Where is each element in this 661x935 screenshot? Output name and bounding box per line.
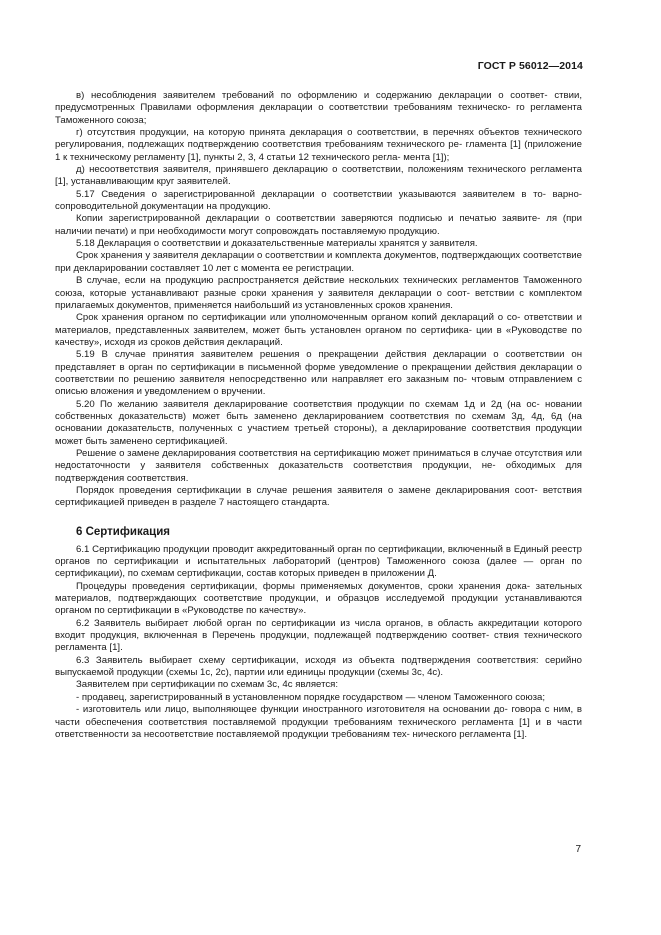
section-heading: 6 Сертификация bbox=[76, 525, 170, 538]
paragraph: Копии зарегистрированной декларации о соответствии заверяются подписью и печатью заявите- ля (при наличии печати) и при необходимости могут сопровождать поставляемую продукцию. bbox=[55, 213, 582, 237]
paragraph: Заявителем при сертификации по схемам 3с, 4с является: bbox=[76, 679, 339, 691]
standard-header: ГОСТ Р 56012—2014 bbox=[477, 60, 583, 72]
list-item: - продавец, зарегистрированный в установленном порядке государством — членом Таможенного союза; bbox=[76, 691, 546, 703]
page-number: 7 bbox=[575, 844, 581, 855]
paragraph: В случае, если на продукцию распространяется действие нескольких технических регламентов Таможенного союза, которые устанавливают разные сроки хранения у заявителя декларации о соот- ветствии с комплектом прилагаемых документов, применяется наибольший из установленных сроков хранения. bbox=[55, 275, 582, 311]
paragraph: Срок хранения органом по сертификации или уполномоченным органом копий деклараций о со- ответствии и материалов, представленных заявителем, может быть установлен органом по сертифика- ции в «Руководстве по качеству», исходя из сроков действия деклараций. bbox=[55, 312, 582, 348]
paragraph: 5.18 Декларация о соответствии и доказательственные материалы хранятся у заявителя. bbox=[76, 238, 478, 250]
paragraph: Решение о замене декларирования соответствия на сертификацию может приниматься в случае отсутствия или недостаточности у заявителя собственных доказательств соответствия продукции, не- обходимых для подтверждения соответствия. bbox=[55, 447, 582, 484]
paragraph: д) несоответствия заявителя, принявшего декларацию о соответствии, положениям технического регламента [1], устанавливающим круг заявителей. bbox=[55, 164, 582, 188]
paragraph: 6.1 Сертификацию продукции проводит аккредитованный орган по сертификации, включенный в Единый реестр органов по сертификации и испытательных лабораторий (центров) Таможенного союза (далее — орган по сертификации), по схемам сертификации, состав которых приведен в приложении Д. bbox=[55, 543, 582, 580]
list-item: - изготовитель или лицо, выполняющее функции иностранного изготовителя на основании до- говора с ним, в части обеспечения соответствия поставляемой продукции требованиям технического регламента [1] и в части ответственности за несоответствие поставляемой продукции требованиям тех- нического регламента [1]. bbox=[55, 704, 582, 740]
paragraph: Срок хранения у заявителя декларации о соответствии и комплекта документов, подтверждающих соответствие при декларировании составляет 10 лет с момента ее регистрации. bbox=[55, 250, 582, 274]
paragraph: 5.20 По желанию заявителя декларирование соответствия продукции по схемам 1д и 2д (на ос- новании собственных доказательств) может быть заменено декларированием соответствия по схемам 3д, 4д, 6д (на основании доказательств, полученных с участием третьей стороны), а декларирование соответствия продукции может быть заменено сертификацией. bbox=[55, 398, 582, 447]
paragraph: в) несоблюдения заявителем требований по оформлению и содержанию декларации о соответ- ствии, предусмотренных Правилами оформления декларации о соответствии требованиям техническо- го регламента Таможенного союза; bbox=[55, 90, 582, 126]
paragraph: 6.2 Заявитель выбирает любой орган по сертификации из числа органов, в область аккредитации которого входит продукция, включенная в Перечень продукции, подлежащей подтверждению соответ- ствия технического регламента [1]. bbox=[55, 617, 582, 654]
paragraph: Порядок проведения сертификации в случае решения заявителя о замене декларирования соот- ветствия сертификацией приведен в разделе 7 настоящего стандарта. bbox=[55, 485, 582, 509]
paragraph: 6.3 Заявитель выбирает схему сертификации, исходя из объекта подтверждения соответствия: серийно выпускаемой продукции (схемы 1с, 2с), партии или единицы продукции (схемы 3с, 4с). bbox=[55, 654, 582, 679]
paragraph: 5.19 В случае принятия заявителем решения о прекращении действия декларации о соответствии он представляет в орган по сертификации в письменной форме уведомление о прекращении действия декларации о соответствии по решению заявителя непосредственно или направляет его заказным по- чтовым отправлением с описью вложения и уведомлением о вручении. bbox=[55, 349, 582, 398]
paragraph: г) отсутствия продукции, на которую принята декларация о соответствии, в перечнях объектов технического регулирования, подлежащих подтверждению соответствия требованиям технического ре- гламента [1] (приложение 1 к техническому регламенту [1], пункты 2, 3, 4 статьи 12 технического регла- мента [1]); bbox=[55, 127, 582, 163]
document-body bbox=[55, 90, 582, 741]
paragraph: Процедуры проведения сертификации, формы применяемых документов, сроки хранения дока- зательных материалов, подтверждающих соответствие продукции, и образцов исследуемой продукции устанавливаются органом по сертификации в «Руководстве по качеству». bbox=[55, 580, 582, 617]
paragraph: 5.17 Сведения о зарегистрированной декларации о соответствии указываются заявителем в то- варно-сопроводительной документации на продукцию. bbox=[55, 188, 582, 213]
